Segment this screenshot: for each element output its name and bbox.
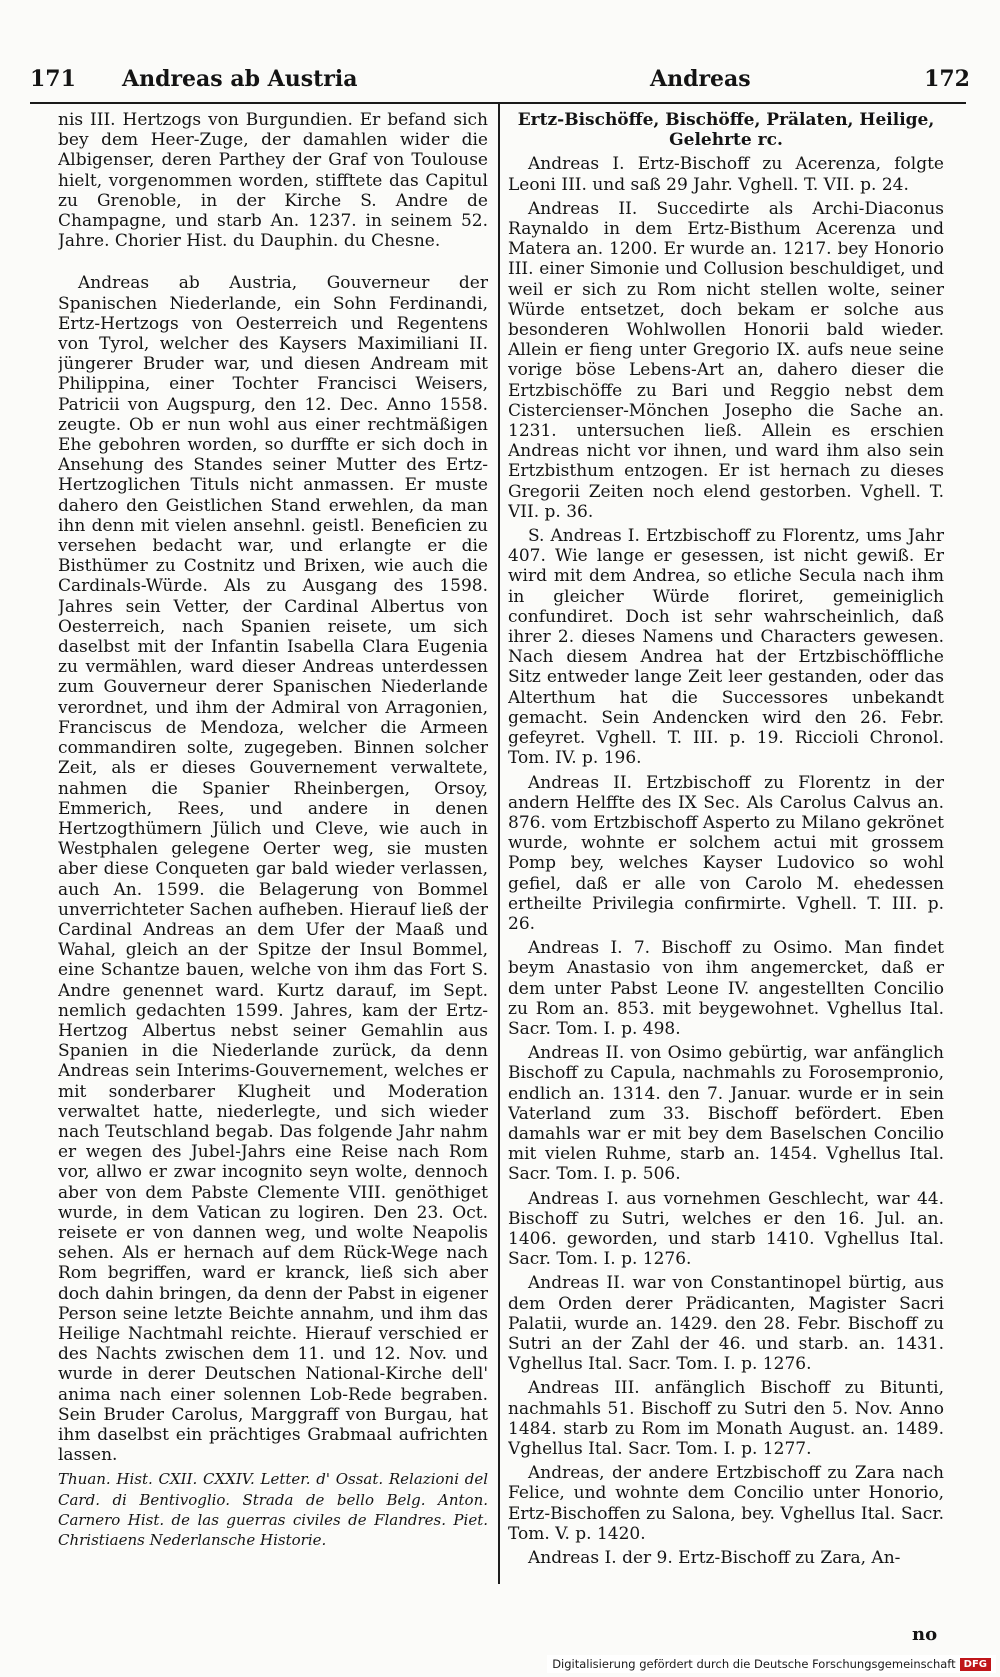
section-heading: Ertz-Bischöffe, Bischöffe, Prälaten, Heilige, Gelehrte rc. bbox=[517, 110, 935, 151]
entry-andreas-ii-acerenza: Andreas II. Succedirte als Archi-Diaconus Raynaldo in dem Ertz-Bisthum Acerenza und Matera an. 1200. Er wurde an. 1217. bey Honorio III. einer Simonie und Collusion beschuldiget, und weil er sich zu Rom nicht stellen wolte, seiner Würde entsetzet, doch bekam er solche aus besonderen Wohlwollen Honorii bald wieder. Allein er fieng unter Gregorio IX. aufs neue seine vorige böse Lebens-Art an, dahero dieser die Ertzbischöffe zu Bari und Reggio nebst dem Cistercienser-Mönchen Josepho die Sache an. 1231. untersuchen ließ. Allein es erschien Andreas nicht vor ihnen, und ward ihm also sein Ertzbisthum entzogen. Er ist hernach zu dieses Gregorii Zeiten noch elend gestorben. Vghell. T. VII. p. 36. bbox=[508, 198, 944, 522]
entry-andreas-i-acerenza: Andreas I. Ertz-Bischoff zu Acerenza, folgte Leoni III. und saß 29 Jahr. Vghell. T. VII. p. 24. bbox=[508, 154, 944, 195]
entry-andreas-i-florentz: S. Andreas I. Ertzbischoff zu Florentz, ums Jahr 407. Wie lange er gesessen, ist nicht gewiß. Er wird mit dem Andrea, so etliche Secula nach ihm in gleicher Würde floriret, gemeiniglich confundiret. Doch ist sehr wahrscheinlich, daß ihrer 2. dieses Namens und Characters gewesen. Nach diesem Andrea hat der Ertzbischöffliche Sitz entweder lange Zeit leer gestanden, oder das Alterthum hat die Successores unbekandt gemacht. Sein Andencken wird den 26. Febr. gefeyret. Vghell. T. III. p. 19. Riccioli Chronol. Tom. IV. p. 196. bbox=[508, 526, 944, 769]
left-page-number: 171 bbox=[30, 66, 76, 92]
column-divider bbox=[498, 104, 500, 1584]
catchword: no bbox=[912, 1624, 938, 1645]
dfg-logo: DFG bbox=[960, 1658, 991, 1671]
running-header bbox=[30, 66, 970, 100]
entry-andreas-ii-florentz: Andreas II. Ertzbischoff zu Florentz in der andern Helffte des IX Sec. Als Carolus Calvus an. 876. vom Ertzbischoff Asperto zu Milano gekrönet wurde, wohnte er solchem actui mit grossem Pomp bey, welches Kayser Ludovico so wohl gefiel, daß er alle von Carolo M. ehedessen ertheilte Privilegia confirmirte. Vghell. T. III. p. 26. bbox=[508, 772, 944, 934]
entry-andreas-i-osimo: Andreas I. 7. Bischoff zu Osimo. Man findet beym Anastasio von ihm angemercket, daß er dem unter Pabst Leone IV. angestellten Concilio zu Rom an. 853. mit beygewohnet. Vghellus Ital. Sacr. Tom. I. p. 498. bbox=[508, 938, 944, 1039]
right-running-title: Andreas bbox=[650, 66, 751, 92]
entry-andreas-i-zara: Andreas I. der 9. Ertz-Bischoff zu Zara, An- bbox=[528, 1548, 901, 1569]
credit-text: Digitalisierung gefördert durch die Deutsche Forschungsgemeinschaft bbox=[552, 1657, 956, 1671]
left-column bbox=[58, 110, 488, 1580]
entry-references: Thuan. Hist. CXII. CXXIV. Letter. d' Ossat. Relazioni del Card. di Bentivoglio. Strada de bello Belg. Anton. Carnero Hist. de las guerras civiles de Flandres. Piet. Christiaens Nederlansche Historie. bbox=[58, 1470, 488, 1550]
entry-andreas-i-sutri: Andreas I. aus vornehmen Geschlecht, war 44. Bischoff zu Sutri, welches er den 16. Jul. an. 1406. geworden, und starb 1410. Vghellus Ital. Sacr. Tom. I. p. 1276. bbox=[508, 1188, 944, 1270]
right-column bbox=[508, 110, 944, 1640]
digitization-credit bbox=[547, 1655, 996, 1673]
entry-andreas-iii-sutri: Andreas III. anfänglich Bischoff zu Bitunti, nachmahls 51. Bischoff zu Sutri den 5. Nov. Anno 1484. starb zu Rom im Monath August. an. 1489. Vghellus Ital. Sacr. Tom. I. p. 1277. bbox=[508, 1378, 944, 1459]
entry-andreas-ii-sutri: Andreas II. war von Constantinopel bürtig, aus dem Orden derer Prädicanten, Magister Sacri Palatii, wurde an. 1429. den 28. Febr. Bischoff zu Sutri an der Zahl der 46. und starb. an. 1431. Vghellus Ital. Sacr. Tom. I. p. 1276. bbox=[508, 1273, 944, 1375]
entry-continuation: nis III. Hertzogs von Burgundien. Er befand sich bey dem Heer-Zuge, der damahlen wider die Albigenser, deren Parthey der Graf von Toulouse hielt, vorgenommen worden, stifftete das Capitul zu Grenoble, in der Kirche S. Andre de Champagne, und starb An. 1237. in seinem 52. Jahre. Chorier Hist. du Dauphin. du Chesne. bbox=[58, 110, 488, 252]
entry-andreas-zara: Andreas, der andere Ertzbischoff zu Zara nach Felice, und wohnte dem Concilio unter Honorio, Ertz-Bischoffen zu Salona, bey. Vghellus Ital. Sacr. Tom. V. p. 1420. bbox=[508, 1463, 944, 1544]
left-running-title: Andreas ab Austria bbox=[122, 66, 358, 92]
entry-andreas-ab-austria: Andreas ab Austria, Gouverneur der Spanischen Niederlande, ein Sohn Ferdinandi, Ertz-Hertzogs von Oesterreich und Regentens von Tyrol, welcher des Kaysers Maximiliani II. jüngerer Bruder war, und diesen Andream mit Philippina, einer Tochter Francisci Weisers, Patricii von Augspurg, den 12. Dec. Anno 1558. zeugte. Ob er nun wohl aus einer rechtmäßigen Ehe gebohren worden, so durffte er sich doch in Ansehung des Standes seiner Mutter des Ertz-Hertzoglichen Tituls nicht anmassen. Er muste dahero den Geistlichen Stand erwehlen, da man ihn denn mit vielen ansehnl. geistl. Beneficien zu versehen bedacht war, und erlangte er die Bisthümer zu Costnitz und Brixen, wie auch die Cardinals-Würde. Als zu Ausgang des 1598. Jahres sein Vetter, der Cardinal Albertus von Oesterreich, nach Spanien reisete, um sich daselbst mit der Infantin Isabella Clara Eugenia zu vermählen, ward dieser Andreas unterdessen zum Gouverneur derer Spanischen Niederlande verordnet, und ihm der Admiral von Arragonien, Franciscus de Mendoza, welcher die Armeen commandiren solte, zugegeben. Binnen solcher Zeit, als er dieses Gouvernement verwaltete, nahmen die Spanier Rheinbergen, Orsoy, Emmerich, Rees, und andere in denen Hertzogthümern Jülich und Cleve, wie auch in Westphalen gelegene Oerter weg, sie musten aber diese Conqueten gar bald wieder verlassen, auch An. 1599. die Belagerung von Bommel unverrichteter Sachen aufheben. Hierauf ließ der Cardinal Andreas an dem Ufer der Maaß und Wahal, gleich an der Spitze der Insul Bommel, eine Schantze bauen, welche von ihm das Fort S. Andre genennet ward. Kurtz darauf, im Sept. nemlich gedachten 1599. Jahres, kam der Ertz-Hertzog Albertus nebst seiner Gemahlin aus Spanien in die Niederlande zurück, da denn Andreas sein Interims-Gouvernement, welches er mit sonderbarer Klugheit und Moderation verwaltet hatte, niederlegte, und sich wieder nach Teutschland begab. Das folgende Jahr nahm er wegen des Jubel-Jahrs eine Reise nach Rom vor, allwo er zwar incognito seyn wolte, dennoch aber von dem Pabste Clemente VIII. genöthiget wurde, in dem Vatican zu logiren. Den 23. Oct. reisete er von dannen weg, und wolte Neapolis sehen. Als er hernach auf dem Rück-Wege nach Rom begriffen, ward er kranck, ließ sich aber doch dahin bringen, da denn der Pabst in eigener Person seine letzte Beichte annahm, und ihm das Heilige Nachtmahl reichte. Hierauf verschied er des Nachts zwischen dem 11. und 12. Nov. und wurde in derer Deutschen National-Kirche dell' anima nach einer solennen Lob-Rede begraben. Sein Bruder Carolus, Marggraff von Burgau, hat ihm daselbst ein prächtiges Grabmaal aufrichten lassen. bbox=[58, 273, 488, 1466]
right-page-number: 172 bbox=[924, 66, 970, 92]
entry-andreas-ii-osimo: Andreas II. von Osimo gebürtig, war anfänglich Bischoff zu Capula, nachmahls zu Forosempronio, endlich an. 1314. den 7. Januar. wurde er in sein Vaterland zum 33. Bischoff befördert. Eben damahls war er mit bey dem Baselschen Concilio mit vielen Ruhme, starb an. 1454. Vghellus Ital. Sacr. Tom. I. p. 506. bbox=[508, 1043, 944, 1185]
